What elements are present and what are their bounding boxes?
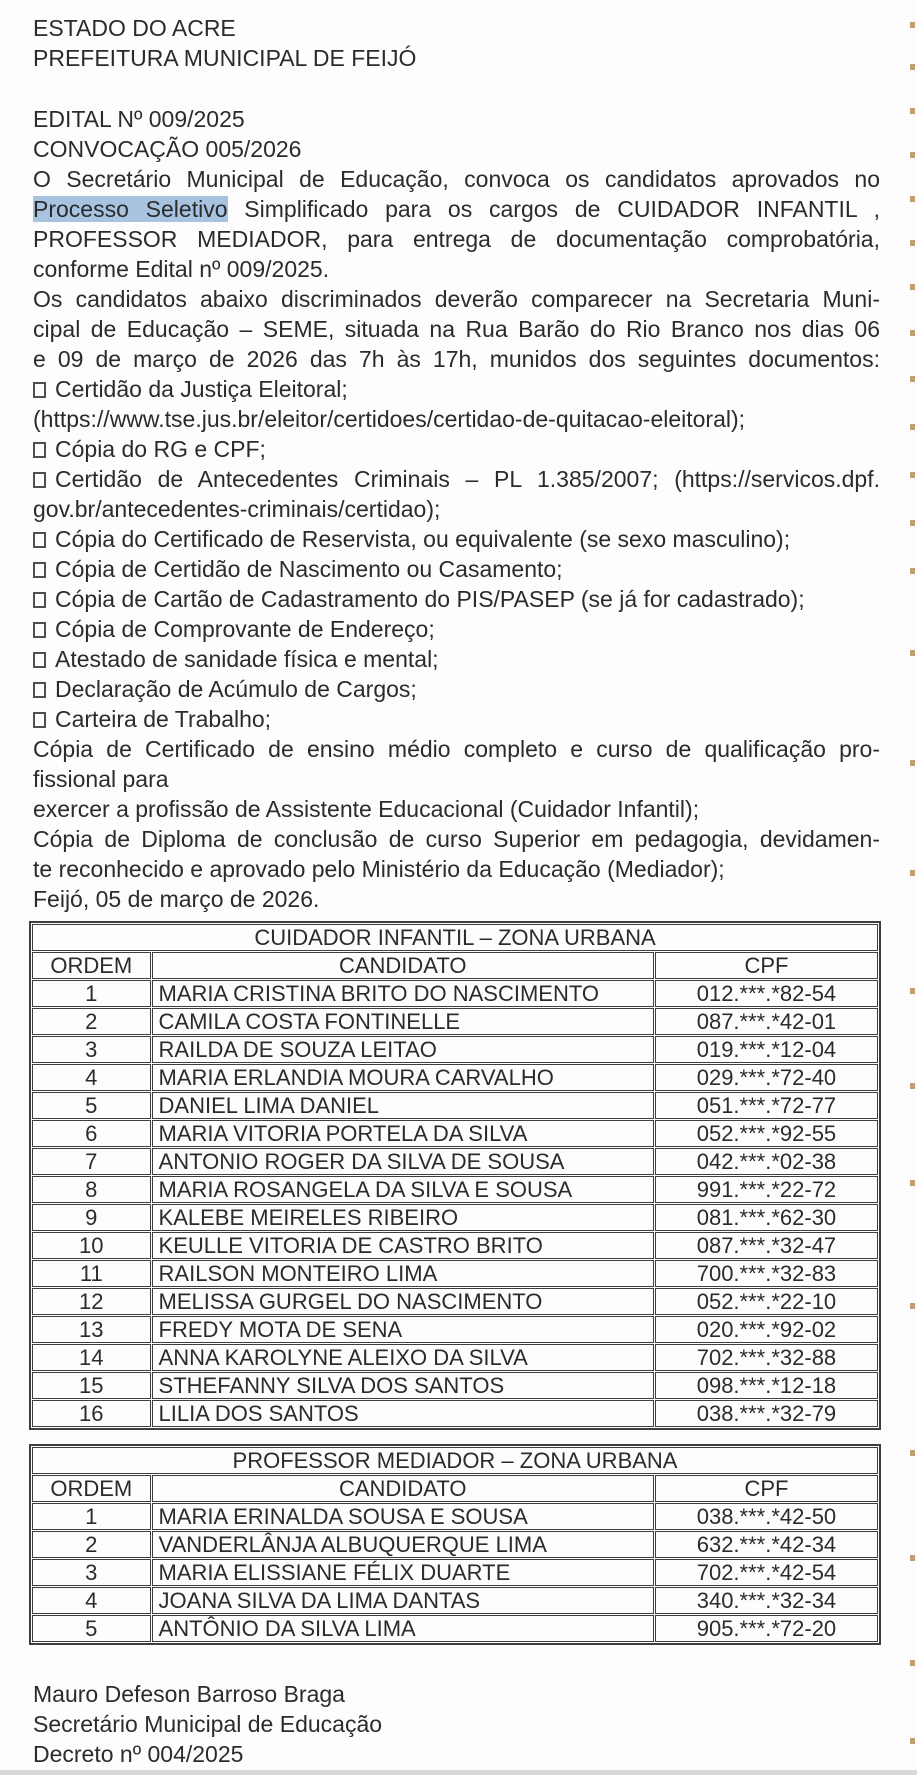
body-line bbox=[33, 374, 880, 404]
table-row bbox=[32, 1400, 878, 1427]
scan-artifact-mark bbox=[910, 988, 915, 994]
ordem-cell: 3 bbox=[32, 1036, 151, 1063]
ordem-cell: 9 bbox=[32, 1204, 151, 1231]
scan-artifact-mark bbox=[910, 870, 915, 876]
body-line bbox=[33, 284, 880, 314]
scan-artifact-mark bbox=[910, 1450, 915, 1456]
candidato-cell: ANNA KAROLYNE ALEIXO DA SILVA bbox=[152, 1344, 654, 1371]
body-line bbox=[33, 464, 880, 494]
ordem-cell: 3 bbox=[32, 1559, 151, 1586]
ordem-cell: 6 bbox=[32, 1120, 151, 1147]
text-run: cipal de Educação – SEME, situada na Rua Barão do Rio Branco nos dias 06 bbox=[33, 316, 880, 342]
body-line bbox=[33, 194, 880, 224]
candidato-cell: MARIA ERINALDA SOUSA E SOUSA bbox=[152, 1503, 654, 1530]
candidato-cell: MARIA ERLANDIA MOURA CARVALHO bbox=[152, 1064, 654, 1091]
body-line bbox=[33, 644, 880, 674]
candidato-cell: STHEFANNY SILVA DOS SANTOS bbox=[152, 1372, 654, 1399]
scan-artifact-mark bbox=[910, 240, 915, 246]
text-run: conforme Edital nº 009/2025. bbox=[33, 256, 330, 282]
ordem-cell: 12 bbox=[32, 1288, 151, 1315]
body-line bbox=[33, 224, 880, 254]
signatory-decree: Decreto nº 004/2025 bbox=[33, 1741, 244, 1767]
ordem-cell: 8 bbox=[32, 1176, 151, 1203]
text-run: fissional para bbox=[33, 766, 169, 792]
cpf-cell: 340.***.*32-34 bbox=[655, 1587, 878, 1614]
table-row bbox=[32, 1559, 878, 1586]
ordem-cell: 4 bbox=[32, 1064, 151, 1091]
letterhead-line-municipality: PREFEITURA MUNICIPAL DE FEIJÓ bbox=[33, 45, 417, 71]
column-header: ORDEM bbox=[32, 952, 151, 979]
letterhead bbox=[33, 13, 880, 73]
text-run: Cópia de Diploma de conclusão de curso Superior em pedagogia, devidamen- bbox=[33, 826, 880, 852]
ordem-cell: 10 bbox=[32, 1232, 151, 1259]
text-run: Simplificado para os cargos de CUIDADOR INFANTIL , bbox=[227, 196, 880, 222]
ordem-cell: 16 bbox=[32, 1400, 151, 1427]
checkbox-icon bbox=[33, 562, 46, 578]
ordem-cell: 4 bbox=[32, 1587, 151, 1614]
body-line bbox=[33, 524, 880, 554]
candidato-cell: DANIEL LIMA DANIEL bbox=[152, 1092, 654, 1119]
cpf-cell: 702.***.*42-54 bbox=[655, 1559, 878, 1586]
text-run: O Secretário Municipal de Educação, convoca os candidatos aprovados no bbox=[33, 166, 880, 192]
scan-artifact-mark bbox=[910, 22, 915, 28]
table-title-row bbox=[32, 1447, 878, 1474]
ordem-cell: 11 bbox=[32, 1260, 151, 1287]
ordem-cell: 14 bbox=[32, 1344, 151, 1371]
cpf-cell: 019.***.*12-04 bbox=[655, 1036, 878, 1063]
text-run: Cópia de Comprovante de Endereço; bbox=[55, 616, 435, 642]
cpf-cell: 052.***.*22-10 bbox=[655, 1288, 878, 1315]
text-run: Atestado de sanidade física e mental; bbox=[55, 646, 439, 672]
letterhead-line-state: ESTADO DO ACRE bbox=[33, 15, 236, 41]
body-line bbox=[33, 554, 880, 584]
candidato-cell: MARIA VITORIA PORTELA DA SILVA bbox=[152, 1120, 654, 1147]
text-run: PROFESSOR MEDIADOR, para entrega de documentação comprobatória, bbox=[33, 226, 880, 252]
body-line bbox=[33, 404, 880, 434]
scan-artifact-mark bbox=[910, 472, 915, 478]
text-run: Cópia do RG e CPF; bbox=[55, 436, 266, 462]
ordem-cell: 1 bbox=[32, 1503, 151, 1530]
text-run: Certidão da Justiça Eleitoral; bbox=[55, 376, 348, 402]
candidato-cell: KALEBE MEIRELES RIBEIRO bbox=[152, 1204, 654, 1231]
body-line bbox=[33, 584, 880, 614]
text-run: Declaração de Acúmulo de Cargos; bbox=[55, 676, 417, 702]
ordem-cell: 2 bbox=[32, 1531, 151, 1558]
table-row bbox=[32, 1232, 878, 1259]
body-line bbox=[33, 614, 880, 644]
scan-artifact-mark bbox=[910, 1555, 915, 1561]
scan-artifact-mark bbox=[910, 424, 915, 430]
candidato-cell: ANTONIO ROGER DA SILVA DE SOUSA bbox=[152, 1148, 654, 1175]
convocacao-number: CONVOCAÇÃO 005/2026 bbox=[33, 136, 302, 162]
table-row bbox=[32, 1344, 878, 1371]
table-row bbox=[32, 1204, 878, 1231]
signatory-title: Secretário Municipal de Educação bbox=[33, 1711, 383, 1737]
scan-bottom-edge bbox=[0, 1770, 917, 1775]
table-row bbox=[32, 980, 878, 1007]
text-run: gov.br/antecedentes-criminais/certidao); bbox=[33, 496, 441, 522]
text-run: Os candidatos abaixo discriminados deverão comparecer na Secretaria Muni- bbox=[33, 286, 880, 312]
table-row bbox=[32, 1120, 878, 1147]
scan-artifact-mark bbox=[910, 108, 915, 114]
ordem-cell: 1 bbox=[32, 980, 151, 1007]
table-row bbox=[32, 1092, 878, 1119]
table-header-row bbox=[32, 952, 878, 979]
body-line bbox=[33, 854, 880, 884]
candidates-table-professor-mediador bbox=[29, 1444, 881, 1645]
signature-block bbox=[33, 1679, 880, 1769]
table-row bbox=[32, 1531, 878, 1558]
candidato-cell: LILIA DOS SANTOS bbox=[152, 1400, 654, 1427]
candidato-cell: KEULLE VITORIA DE CASTRO BRITO bbox=[152, 1232, 654, 1259]
text-run: Cópia de Certidão de Nascimento ou Casamento; bbox=[55, 556, 563, 582]
body-text bbox=[33, 164, 880, 914]
cpf-cell: 991.***.*22-72 bbox=[655, 1176, 878, 1203]
candidato-cell: MARIA CRISTINA BRITO DO NASCIMENTO bbox=[152, 980, 654, 1007]
scan-artifact-mark bbox=[910, 650, 915, 656]
text-run: te reconhecido e aprovado pelo Ministério da Educação (Mediador); bbox=[33, 856, 725, 882]
table-row bbox=[32, 1288, 878, 1315]
ordem-cell: 5 bbox=[32, 1615, 151, 1642]
cpf-cell: 038.***.*32-79 bbox=[655, 1400, 878, 1427]
table-row bbox=[32, 1372, 878, 1399]
checkbox-icon bbox=[33, 382, 46, 398]
cpf-cell: 702.***.*32-88 bbox=[655, 1344, 878, 1371]
table-title: PROFESSOR MEDIADOR – ZONA URBANA bbox=[32, 1447, 878, 1474]
ordem-cell: 7 bbox=[32, 1148, 151, 1175]
scan-artifact-mark bbox=[910, 760, 915, 766]
candidato-cell: ANTÔNIO DA SILVA LIMA bbox=[152, 1615, 654, 1642]
table-row bbox=[32, 1036, 878, 1063]
scan-artifact-mark bbox=[910, 1180, 915, 1186]
cpf-cell: 087.***.*32-47 bbox=[655, 1232, 878, 1259]
scan-artifact-mark bbox=[910, 284, 915, 290]
body-line bbox=[33, 344, 880, 374]
checkbox-icon bbox=[33, 682, 46, 698]
scan-artifact-mark bbox=[910, 520, 915, 526]
table-row bbox=[32, 1503, 878, 1530]
cpf-cell: 052.***.*92-55 bbox=[655, 1120, 878, 1147]
candidato-cell: RAILDA DE SOUZA LEITAO bbox=[152, 1036, 654, 1063]
cpf-cell: 012.***.*82-54 bbox=[655, 980, 878, 1007]
checkbox-icon bbox=[33, 472, 46, 488]
cpf-cell: 632.***.*42-34 bbox=[655, 1531, 878, 1558]
cpf-cell: 051.***.*72-77 bbox=[655, 1092, 878, 1119]
checkbox-icon bbox=[33, 622, 46, 638]
table-row bbox=[32, 1587, 878, 1614]
checkbox-icon bbox=[33, 442, 46, 458]
table-row bbox=[32, 1064, 878, 1091]
table-title: CUIDADOR INFANTIL – ZONA URBANA bbox=[32, 924, 878, 951]
body-line bbox=[33, 254, 880, 284]
table-title-row bbox=[32, 924, 878, 951]
body-line bbox=[33, 674, 880, 704]
body-line bbox=[33, 734, 880, 764]
table-row bbox=[32, 1615, 878, 1642]
scan-artifact-mark bbox=[910, 568, 915, 574]
text-run: Feijó, 05 de março de 2026. bbox=[33, 886, 320, 912]
text-run: Cópia do Certificado de Reservista, ou equivalente (se sexo masculino); bbox=[55, 526, 791, 552]
table-row bbox=[32, 1176, 878, 1203]
candidato-cell: MELISSA GURGEL DO NASCIMENTO bbox=[152, 1288, 654, 1315]
body-line bbox=[33, 164, 880, 194]
text-run: Carteira de Trabalho; bbox=[55, 706, 272, 732]
edital-number: EDITAL Nº 009/2025 bbox=[33, 106, 245, 132]
scan-artifact-mark bbox=[910, 1303, 915, 1309]
column-header: CANDIDATO bbox=[152, 952, 654, 979]
body-line bbox=[33, 764, 880, 794]
scan-artifact-mark bbox=[910, 1738, 915, 1744]
text-run: e 09 de março de 2026 das 7h às 17h, munidos dos seguintes documentos: bbox=[33, 346, 880, 372]
text-run: Cópia de Cartão de Cadastramento do PIS/PASEP (se já for cadastrado); bbox=[55, 586, 805, 612]
cpf-cell: 042.***.*02-38 bbox=[655, 1148, 878, 1175]
table-row bbox=[32, 1148, 878, 1175]
signatory-name: Mauro Defeson Barroso Braga bbox=[33, 1681, 345, 1707]
scan-artifact-mark bbox=[910, 1660, 915, 1666]
body-line bbox=[33, 494, 880, 524]
table-row bbox=[32, 1260, 878, 1287]
ordem-cell: 2 bbox=[32, 1008, 151, 1035]
ordem-cell: 15 bbox=[32, 1372, 151, 1399]
ordem-cell: 5 bbox=[32, 1092, 151, 1119]
cpf-cell: 905.***.*72-20 bbox=[655, 1615, 878, 1642]
checkbox-icon bbox=[33, 652, 46, 668]
highlighted-text: Processo Seletivo bbox=[33, 196, 228, 222]
cpf-cell: 700.***.*32-83 bbox=[655, 1260, 878, 1287]
candidato-cell: CAMILA COSTA FONTINELLE bbox=[152, 1008, 654, 1035]
text-run: exercer a profissão de Assistente Educacional (Cuidador Infantil); bbox=[33, 796, 700, 822]
text-run: Cópia de Certificado de ensino médio completo e curso de qualificação pro- bbox=[33, 736, 880, 762]
candidato-cell: MARIA ELISSIANE FÉLIX DUARTE bbox=[152, 1559, 654, 1586]
scan-artifact-mark bbox=[910, 64, 915, 70]
candidato-cell: MARIA ROSANGELA DA SILVA E SOUSA bbox=[152, 1176, 654, 1203]
column-header: CPF bbox=[655, 1475, 878, 1502]
cpf-cell: 098.***.*12-18 bbox=[655, 1372, 878, 1399]
ordem-cell: 13 bbox=[32, 1316, 151, 1343]
table-header-row bbox=[32, 1475, 878, 1502]
candidato-cell: JOANA SILVA DA LIMA DANTAS bbox=[152, 1587, 654, 1614]
body-line bbox=[33, 794, 880, 824]
text-run: (https://www.tse.jus.br/eleitor/certidoes/certidao-de-quitacao-eleitoral); bbox=[33, 406, 746, 432]
column-header: ORDEM bbox=[32, 1475, 151, 1502]
body-line bbox=[33, 314, 880, 344]
candidates-table-cuidador-infantil bbox=[29, 921, 881, 1430]
checkbox-icon bbox=[33, 592, 46, 608]
cpf-cell: 038.***.*42-50 bbox=[655, 1503, 878, 1530]
body-line bbox=[33, 704, 880, 734]
scan-artifact-mark bbox=[910, 330, 915, 336]
spacer bbox=[33, 73, 880, 104]
body-line bbox=[33, 434, 880, 464]
checkbox-icon bbox=[33, 532, 46, 548]
scan-artifact-mark bbox=[910, 376, 915, 382]
candidato-cell: RAILSON MONTEIRO LIMA bbox=[152, 1260, 654, 1287]
candidato-cell: FREDY MOTA DE SENA bbox=[152, 1316, 654, 1343]
cpf-cell: 087.***.*42-01 bbox=[655, 1008, 878, 1035]
scan-artifact-mark bbox=[910, 152, 915, 158]
text-run: Certidão de Antecedentes Criminais – PL 1.385/2007; (https://servicos.dpf. bbox=[55, 466, 880, 492]
column-header: CANDIDATO bbox=[152, 1475, 654, 1502]
table-row bbox=[32, 1008, 878, 1035]
body-line bbox=[33, 884, 880, 914]
body-line bbox=[33, 824, 880, 854]
scan-artifact-mark bbox=[910, 1083, 915, 1089]
cpf-cell: 029.***.*72-40 bbox=[655, 1064, 878, 1091]
cpf-cell: 020.***.*92-02 bbox=[655, 1316, 878, 1343]
scan-artifact-mark bbox=[910, 196, 915, 202]
cpf-cell: 081.***.*62-30 bbox=[655, 1204, 878, 1231]
table-row bbox=[32, 1316, 878, 1343]
checkbox-icon bbox=[33, 712, 46, 728]
candidato-cell: VANDERLÂNJA ALBUQUERQUE LIMA bbox=[152, 1531, 654, 1558]
column-header: CPF bbox=[655, 952, 878, 979]
